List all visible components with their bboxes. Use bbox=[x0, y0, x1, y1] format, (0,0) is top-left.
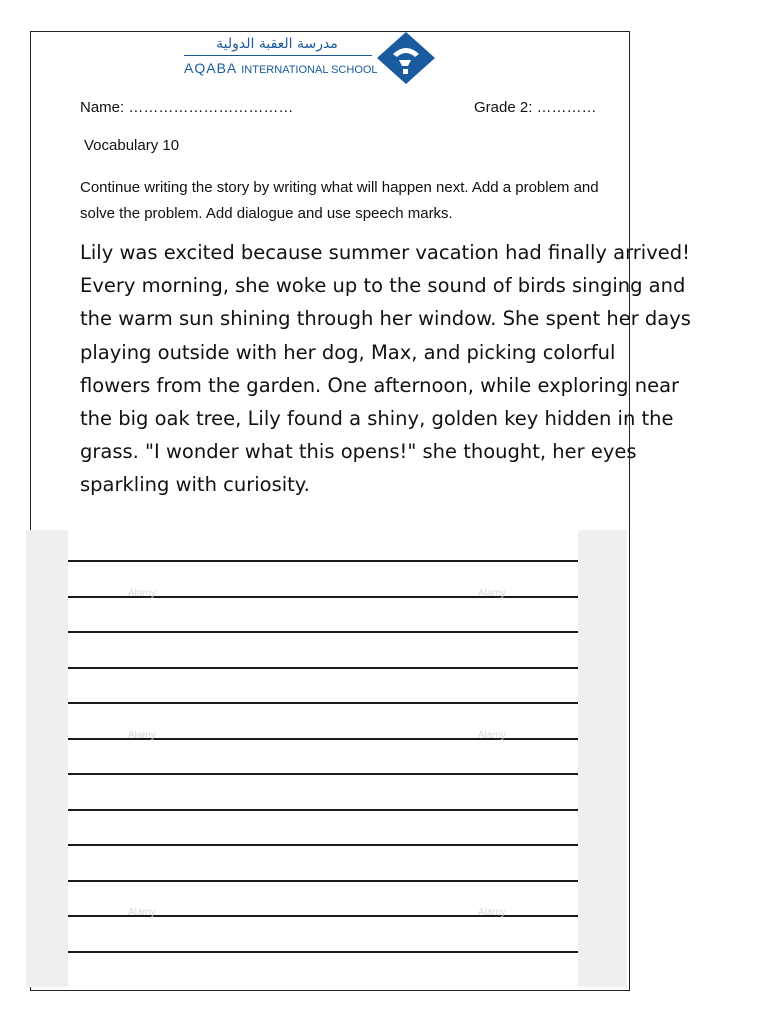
school-name-english bbox=[184, 60, 378, 76]
school-logo bbox=[180, 30, 440, 86]
logo-divider bbox=[184, 55, 372, 56]
stock-watermark: Alamy bbox=[478, 907, 506, 918]
stock-watermark: Alamy bbox=[128, 729, 156, 741]
school-name-main: AQABA bbox=[184, 60, 238, 76]
stock-watermark: Alamy bbox=[478, 587, 506, 599]
writing-line bbox=[68, 880, 578, 882]
writing-line bbox=[68, 951, 578, 953]
writing-line bbox=[68, 667, 578, 669]
writing-line bbox=[68, 631, 578, 633]
student-name-field: Name: …………………………… bbox=[80, 99, 294, 116]
stock-watermark: Alamy bbox=[128, 907, 156, 918]
school-name-sub: INTERNATIONAL SCHOOL bbox=[241, 64, 378, 76]
instructions-line-2: solve the problem. Add dialogue and use speech marks. bbox=[80, 205, 453, 222]
story-passage: Lily was excited because summer vacation had finally arrived! Every morning, she woke up to the sound of birds singing and the warm sun shining through her window. She spent her days playing outside with her dog, Max, and picking colorful flowers from the garden. One afternoon, while exploring near the big oak tree, Lily found a shiny, golden key hidden in the grass. "I wonder what this opens!" she thought, her eyes sparkling with curiosity. bbox=[80, 241, 691, 497]
writing-area bbox=[26, 530, 627, 987]
aqaba-school-logo-icon bbox=[375, 30, 437, 86]
writing-line bbox=[68, 702, 578, 704]
stock-watermark: Alamy bbox=[478, 729, 506, 741]
worksheet-title: Vocabulary 10 bbox=[84, 137, 180, 154]
writing-line bbox=[68, 809, 578, 811]
lined-writing-paper bbox=[68, 530, 578, 987]
grade-field: Grade 2: ………… bbox=[474, 99, 597, 116]
instructions-line-1: Continue writing the story by writing what will happen next. Add a problem and bbox=[80, 179, 599, 196]
writing-line bbox=[68, 560, 578, 562]
writing-line bbox=[68, 844, 578, 846]
school-name-arabic: مدرسة العقبة الدولية bbox=[216, 36, 338, 52]
writing-line bbox=[68, 773, 578, 775]
instructions bbox=[80, 175, 620, 227]
stock-watermark: Alamy bbox=[128, 587, 156, 599]
